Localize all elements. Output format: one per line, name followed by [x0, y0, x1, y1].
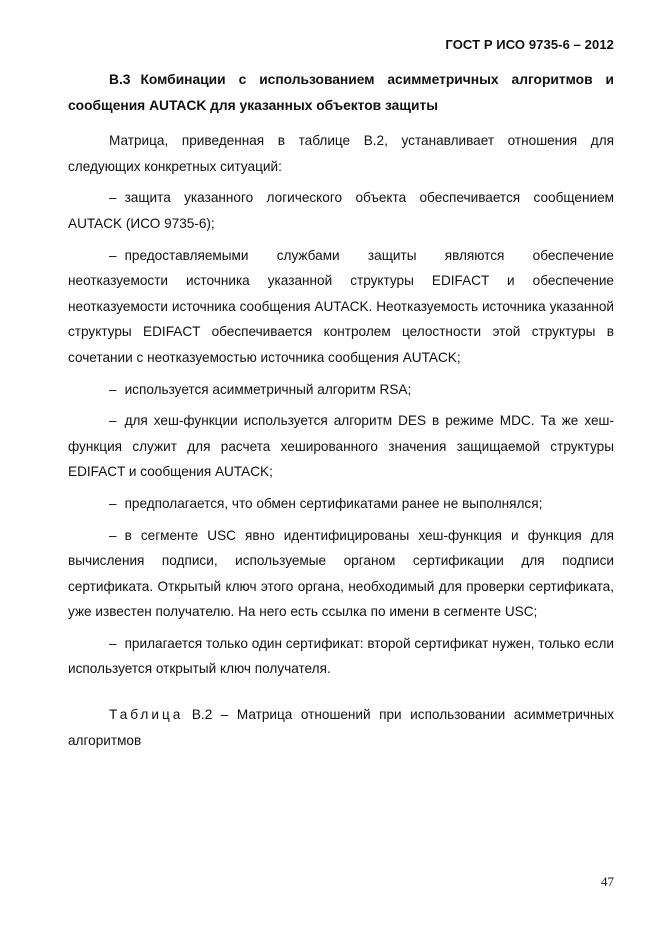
list-item [68, 523, 614, 625]
section-heading [68, 67, 614, 118]
list-item-text: в сегменте USC явно идентифицированы хеш-функция и функция для вычисления подписи, используемые органом сертификации для подписи сертификата. Открытый ключ этого органа, необходимый для проверки сертификата, уже известен получателю. На него есть ссылка по имени в сегменте USC; [68, 527, 614, 620]
list-item [68, 185, 614, 236]
list-item [68, 408, 614, 485]
list-dash: – [109, 190, 117, 206]
section-number: B.3 [109, 72, 131, 87]
list-dash: – [109, 413, 117, 429]
document-code-header: ГОСТ Р ИСО 9735-6 – 2012 [445, 37, 614, 52]
list-item-text: используется асимметричный алгоритм RSA; [124, 381, 412, 397]
list-item-text: для хеш-функции используется алгоритм DES в режиме MDC. Та же хеш-функция служит для расчета хешированного значения защищаемой структуры EDIFACT и сообщения AUTACK; [68, 413, 614, 480]
list-item-text: предполагается, что обмен сертификатами ранее не выполнялся; [124, 495, 543, 511]
list-dash: – [109, 635, 117, 651]
list-dash: – [109, 495, 117, 511]
intro-paragraph: Матрица, приведенная в таблице B.2, устанавливает отношения для следующих конкретных ситуаций: [68, 133, 614, 174]
section-title: Комбинации с использованием асимметричных алгоритмов и сообщения AUTACK для указанных объектов защиты [68, 72, 614, 113]
list-item [68, 491, 614, 517]
page-content [68, 67, 614, 753]
table-caption-text: B.2 – Матрица отношений при использовании асимметричных алгоритмов [68, 707, 614, 748]
list-dash: – [109, 381, 117, 397]
page-number: 47 [601, 874, 614, 889]
table-caption [68, 702, 614, 753]
list-item [68, 631, 614, 682]
list-item-text: предоставляемыми службами защиты являются обеспечение неотказуемости источника указанной структуры EDIFACT и обеспечение неотказуемости источника сообщения AUTACK. Неотказуемость источника указанной структуры EDIFACT обеспечивается контролем целостности этой структуры в сочетании с неотказуемостью источника сообщения AUTACK; [68, 247, 614, 365]
table-caption-word: Таблица [109, 707, 184, 723]
list-dash: – [109, 247, 117, 263]
list-item-text: прилагается только один сертификат: второй сертификат нужен, только если используется открытый ключ получателя. [68, 635, 614, 677]
list-dash: – [109, 527, 117, 543]
list-item-text: защита указанного логического объекта обеспечивается сообщением AUTACK (ИСО 9735-6); [68, 190, 614, 231]
list-item [68, 243, 614, 371]
list-item [68, 377, 614, 403]
